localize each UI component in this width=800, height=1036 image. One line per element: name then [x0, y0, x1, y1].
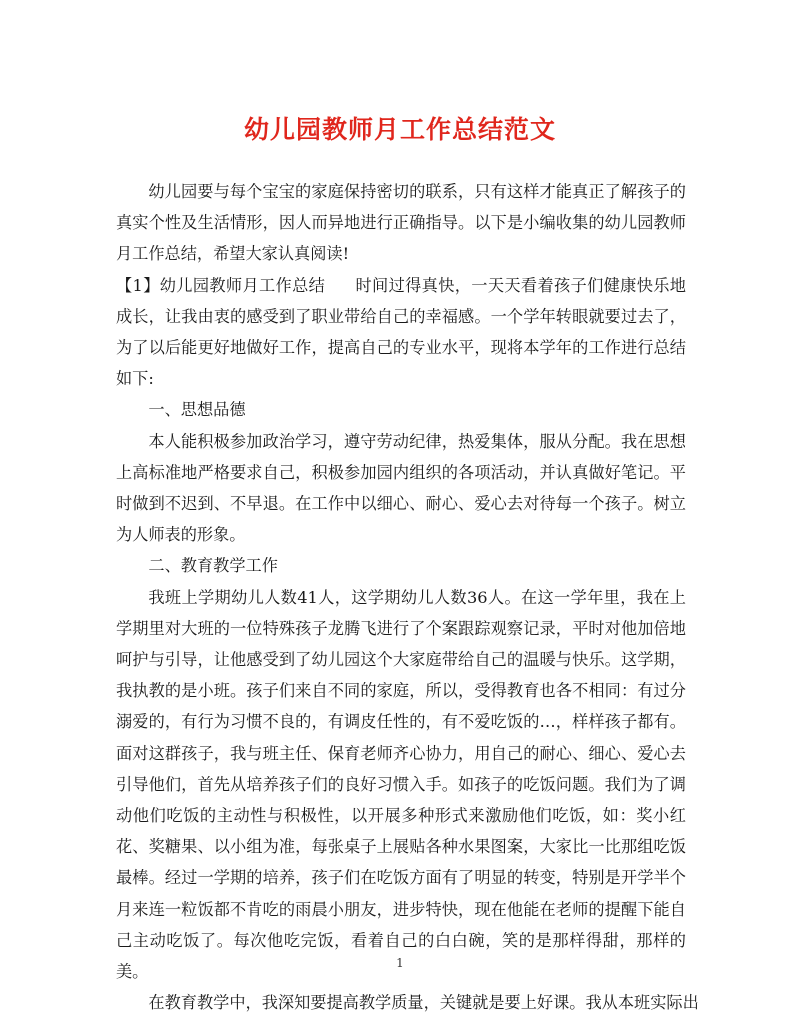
section-heading-2: 二、教育教学工作 [148, 556, 278, 576]
paragraph-teaching: 我班上学期幼儿人数41人，这学期幼儿人数36人。在这一学年里，我在上学期里对大班的一位特殊孩子龙腾飞进行了个案跟踪观察记录，平时对他加倍地呵护与引导，让他感受到了幼儿园这个大家庭带给自己的温暖与快乐。这学期，我执教的是小班。孩子们来自不同的家庭，所以，受得教育也各不相同：有过分溺爱的，有行为习惯不良的，有调皮任性的，有不爱吃饭的…，样样孩子都有。面对这群孩子，我与班主任、保育老师齐心协力，用自己的耐心、细心、爱心去引导他们，首先从培养孩子们的良好习惯入手。如孩子的吃饭问题。我们为了调动他们吃饭的主动性与积极性，以开展多种形式来激励他们吃饭，如：奖小红花、奖糖果、以小组为准，每张桌子上展贴各种水果图案，大家比一比那组吃饭最棒。经过一学期的培养，孩子们在吃饭方面有了明显的转变，特别是开学半个月来连一粒饭都不肯吃的雨晨小朋友，进步特快，现在他能在老师的提醒下能自己主动吃饭了。每次他吃完饭，看着自己的白白碗，笑的是那样得甜，那样的美。 [116, 587, 686, 982]
item1-text: 时间过得真快，一天天看着孩子们健康快乐地成长，让我由衷的感受到了职业带给自己的幸福感。一个学年转眼就要过去了，为了以后能更好地做好工作，提高自己的专业水平，现将本学年的工作进行总结如下: [116, 275, 686, 389]
item1-label: 【1】幼儿园教师月工作总结 [116, 275, 326, 295]
item1-paragraph [116, 270, 686, 395]
section-heading-1: 一、思想品德 [148, 400, 246, 420]
intro-paragraph: 幼儿园要与每个宝宝的家庭保持密切的联系，只有这样才能真正了解孩子的真实个性及生活情形，因人而异地进行正确指导。以下是小编收集的幼儿园教师月工作总结，希望大家认真阅读! [116, 182, 686, 264]
document-body [116, 176, 699, 1018]
paragraph-continued: 在教育教学中，我深知要提高教学质量，关键就是要上好课。我从本班实际出 [148, 993, 699, 1013]
page-number: 1 [396, 956, 404, 970]
paragraph-ideology: 本人能积极参加政治学习，遵守劳动纪律，热爱集体，服从分配。我在思想上高标准地严格要求自己，积极参加园内组织的各项活动，并认真做好笔记。平时做到不迟到、不早退。在工作中以细心、耐心、爱心去对待每一个孩子。树立为人师表的形象。 [116, 431, 686, 545]
document-title: 幼儿园教师月工作总结范文 [243, 115, 556, 144]
